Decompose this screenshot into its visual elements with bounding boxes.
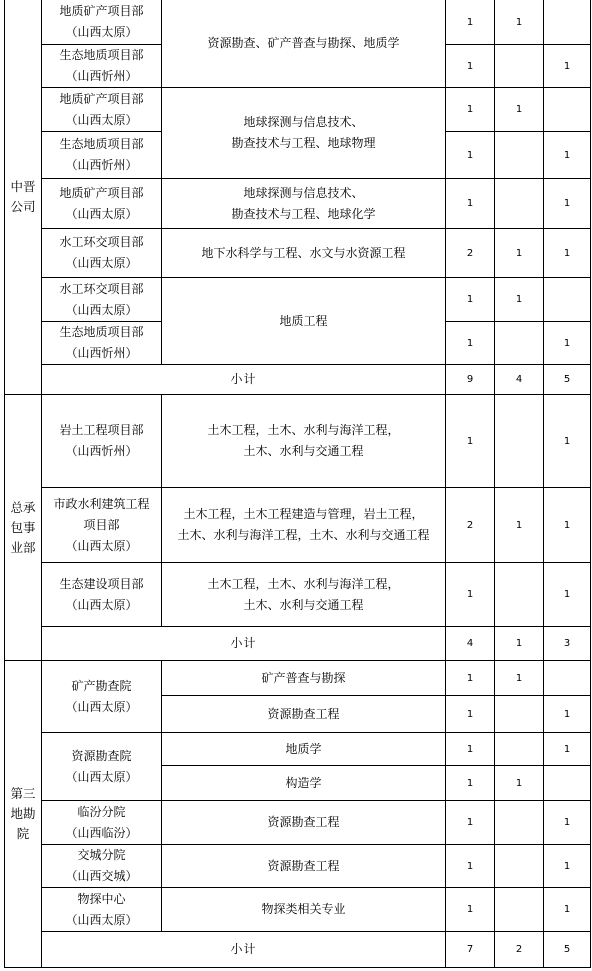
subtotal-col2-cell: 2 bbox=[495, 932, 544, 968]
major-cell: 土木工程，土木工程建造与管理，岩土工程， 土木、水利与海洋工程，土木、水利与交通工程 bbox=[162, 488, 446, 563]
subtotal-col3-cell: 5 bbox=[544, 365, 591, 395]
count-col2-cell: 1 bbox=[495, 229, 544, 278]
count-col3-cell: 1 bbox=[544, 132, 591, 179]
count-total-cell: 1 bbox=[446, 696, 495, 733]
major-cell: 地下水科学与工程、水文与水资源工程 bbox=[162, 229, 446, 278]
table-row bbox=[5, 661, 591, 696]
count-col2-cell bbox=[495, 801, 544, 845]
count-col3-cell: 1 bbox=[544, 801, 591, 845]
count-col3-cell: 1 bbox=[544, 45, 591, 88]
subtotal-label: 小计 bbox=[42, 627, 446, 661]
subtotal-row bbox=[5, 932, 591, 968]
major-cell: 资源勘查、矿产普查与勘探、地质学 bbox=[162, 0, 446, 88]
subtotal-col2-cell: 1 bbox=[495, 627, 544, 661]
table-row bbox=[5, 845, 591, 888]
count-col2-cell bbox=[495, 563, 544, 627]
major-cell: 物探类相关专业 bbox=[162, 888, 446, 932]
major-cell: 地球探测与信息技术、 勘查技术与工程、地球化学 bbox=[162, 179, 446, 229]
department-cell: 生态地质项目部 （山西忻州） bbox=[42, 132, 162, 179]
subtotal-total-cell: 9 bbox=[446, 365, 495, 395]
count-col2-cell bbox=[495, 179, 544, 229]
count-total-cell: 1 bbox=[446, 45, 495, 88]
count-col2-cell: 1 bbox=[495, 488, 544, 563]
major-cell: 地球探测与信息技术、 勘查技术与工程、地球物理 bbox=[162, 88, 446, 179]
count-col2-cell bbox=[495, 845, 544, 888]
table-row bbox=[5, 229, 591, 278]
table-row bbox=[5, 801, 591, 845]
subtotal-label: 小计 bbox=[42, 365, 446, 395]
group-name-cell: 中晋 公司 bbox=[5, 0, 42, 395]
department-cell: 生态建设项目部 （山西太原） bbox=[42, 563, 162, 627]
count-col3-cell: 1 bbox=[544, 845, 591, 888]
count-col3-cell bbox=[544, 88, 591, 132]
major-cell: 土木工程，土木、水利与海洋工程， 土木、水利与交通工程 bbox=[162, 563, 446, 627]
department-cell: 矿产勘查院 （山西太原） bbox=[42, 661, 162, 733]
count-col2-cell bbox=[495, 395, 544, 488]
recruitment-table bbox=[4, 0, 591, 968]
count-total-cell: 1 bbox=[446, 132, 495, 179]
department-cell: 生态地质项目部 （山西忻州） bbox=[42, 45, 162, 88]
count-col3-cell: 1 bbox=[544, 179, 591, 229]
count-col2-cell bbox=[495, 733, 544, 766]
table-row bbox=[5, 733, 591, 766]
table-row bbox=[5, 88, 591, 132]
major-cell: 资源勘查工程 bbox=[162, 801, 446, 845]
count-total-cell: 1 bbox=[446, 733, 495, 766]
table-row bbox=[5, 0, 591, 45]
subtotal-total-cell: 4 bbox=[446, 627, 495, 661]
table-row bbox=[5, 888, 591, 932]
count-col2-cell: 1 bbox=[495, 766, 544, 801]
count-col3-cell: 1 bbox=[544, 563, 591, 627]
table-row bbox=[5, 563, 591, 627]
department-cell: 地质矿产项目部 （山西太原） bbox=[42, 88, 162, 132]
group-name-cell: 总承 包事 业部 bbox=[5, 395, 42, 661]
count-total-cell: 1 bbox=[446, 322, 495, 365]
major-cell: 资源勘查工程 bbox=[162, 696, 446, 733]
department-cell: 岩土工程项目部 （山西忻州） bbox=[42, 395, 162, 488]
major-cell: 资源勘查工程 bbox=[162, 845, 446, 888]
count-col3-cell: 1 bbox=[544, 395, 591, 488]
count-total-cell: 1 bbox=[446, 766, 495, 801]
count-total-cell: 1 bbox=[446, 88, 495, 132]
count-col3-cell bbox=[544, 766, 591, 801]
count-col3-cell: 1 bbox=[544, 733, 591, 766]
department-cell: 生态地质项目部 （山西忻州） bbox=[42, 322, 162, 365]
count-col2-cell bbox=[495, 888, 544, 932]
count-total-cell: 1 bbox=[446, 0, 495, 45]
count-col2-cell: 1 bbox=[495, 0, 544, 45]
department-cell: 临汾分院 （山西临汾） bbox=[42, 801, 162, 845]
major-cell: 构造学 bbox=[162, 766, 446, 801]
count-col2-cell bbox=[495, 696, 544, 733]
department-cell: 水工环交项目部 （山西太原） bbox=[42, 278, 162, 322]
count-col2-cell: 1 bbox=[495, 278, 544, 322]
count-col3-cell: 1 bbox=[544, 888, 591, 932]
count-col3-cell bbox=[544, 661, 591, 696]
subtotal-col3-cell: 3 bbox=[544, 627, 591, 661]
count-total-cell: 1 bbox=[446, 395, 495, 488]
count-total-cell: 1 bbox=[446, 278, 495, 322]
count-total-cell: 1 bbox=[446, 661, 495, 696]
count-total-cell: 1 bbox=[446, 179, 495, 229]
count-total-cell: 2 bbox=[446, 229, 495, 278]
count-col3-cell bbox=[544, 0, 591, 45]
subtotal-row bbox=[5, 627, 591, 661]
count-col3-cell bbox=[544, 278, 591, 322]
count-col2-cell: 1 bbox=[495, 88, 544, 132]
department-cell: 水工环交项目部 （山西太原） bbox=[42, 229, 162, 278]
table-row bbox=[5, 395, 591, 488]
table-row bbox=[5, 179, 591, 229]
subtotal-col3-cell: 5 bbox=[544, 932, 591, 968]
major-cell: 地质学 bbox=[162, 733, 446, 766]
department-cell: 市政水利建筑工程 项目部 （山西太原） bbox=[42, 488, 162, 563]
major-cell: 矿产普查与勘探 bbox=[162, 661, 446, 696]
department-cell: 交城分院 （山西交城） bbox=[42, 845, 162, 888]
count-total-cell: 1 bbox=[446, 888, 495, 932]
count-col2-cell bbox=[495, 132, 544, 179]
count-total-cell: 2 bbox=[446, 488, 495, 563]
table-row bbox=[5, 488, 591, 563]
group-name-cell: 第三 地勘 院 bbox=[5, 661, 42, 968]
subtotal-row bbox=[5, 365, 591, 395]
major-cell: 地质工程 bbox=[162, 278, 446, 365]
department-cell: 物探中心 （山西太原） bbox=[42, 888, 162, 932]
subtotal-total-cell: 7 bbox=[446, 932, 495, 968]
count-col3-cell: 1 bbox=[544, 696, 591, 733]
major-cell: 土木工程，土木、水利与海洋工程， 土木、水利与交通工程 bbox=[162, 395, 446, 488]
count-total-cell: 1 bbox=[446, 845, 495, 888]
department-cell: 地质矿产项目部 （山西太原） bbox=[42, 179, 162, 229]
department-cell: 资源勘查院 （山西太原） bbox=[42, 733, 162, 801]
count-col2-cell bbox=[495, 45, 544, 88]
count-col3-cell: 1 bbox=[544, 229, 591, 278]
table-row bbox=[5, 278, 591, 322]
count-col3-cell: 1 bbox=[544, 322, 591, 365]
department-cell: 地质矿产项目部 （山西太原） bbox=[42, 0, 162, 45]
count-total-cell: 1 bbox=[446, 563, 495, 627]
count-total-cell: 1 bbox=[446, 801, 495, 845]
subtotal-label: 小计 bbox=[42, 932, 446, 968]
count-col2-cell: 1 bbox=[495, 661, 544, 696]
subtotal-col2-cell: 4 bbox=[495, 365, 544, 395]
count-col3-cell: 1 bbox=[544, 488, 591, 563]
count-col2-cell bbox=[495, 322, 544, 365]
